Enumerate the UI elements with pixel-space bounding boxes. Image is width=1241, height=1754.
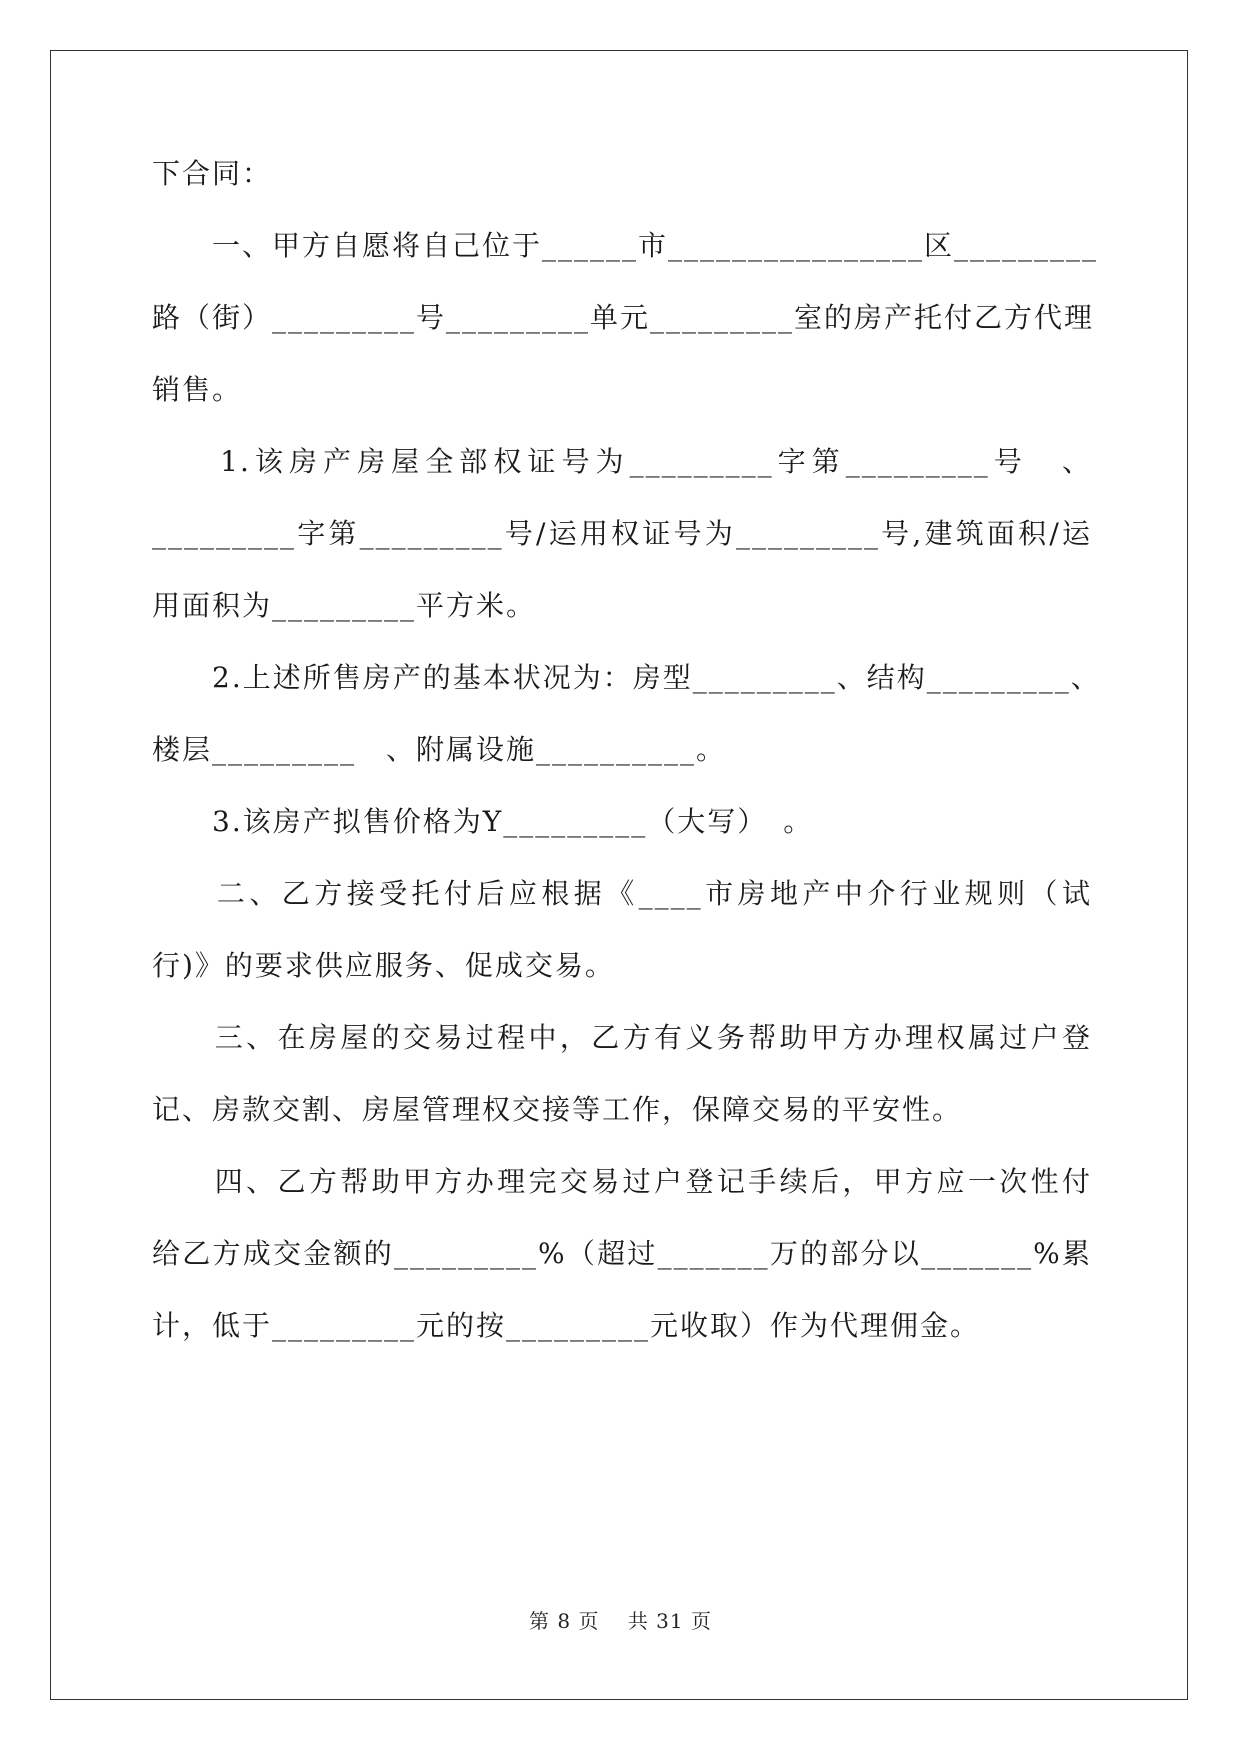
text-line: 销售。 <box>152 373 243 406</box>
text-line: 二、乙方接受托付后应根据《____市房地产中介行业规则（试 <box>152 877 1092 910</box>
text-line: 路（街）_________号_________单元_________室的房产托付乙方代理 <box>152 301 1095 334</box>
text-line: 计，低于_________元的按_________元收取）作为代理佣金。 <box>152 1309 981 1342</box>
text-line: 给乙方成交金额的_________%（超过_______万的部分以_______%累 <box>152 1237 1092 1270</box>
page-number-footer: 第 8 页 共 31 页 <box>529 1609 712 1633</box>
text-line: 一、甲方自愿将自己位于______市________________区_________ <box>152 229 1099 262</box>
text-line: 1.该房产房屋全部权证号为_________字第_________号 、 <box>152 445 1092 478</box>
text-line: 3.该房产拟售价格为Y_________（大写） 。 <box>152 805 814 838</box>
text-line: 行)》的要求供应服务、促成交易。 <box>152 949 615 982</box>
text-line: 用面积为_________平方米。 <box>152 589 537 622</box>
text-line: _________字第_________号/运用权证号为_________号,建筑面积/运 <box>152 517 1092 550</box>
text-line: 下合同： <box>152 157 273 190</box>
text-line: 四、乙方帮助甲方办理完交易过户登记手续后，甲方应一次性付 <box>152 1165 1092 1198</box>
text-line: 2.上述所售房产的基本状况为：房型_________、结构_________、 <box>152 661 1101 694</box>
text-line: 记、房款交割、房屋管理权交接等工作，保障交易的平安性。 <box>152 1093 963 1126</box>
text-line: 楼层_________ 、附属设施__________。 <box>152 733 727 766</box>
text-line: 三、在房屋的交易过程中，乙方有义务帮助甲方办理权属过户登 <box>152 1021 1092 1054</box>
